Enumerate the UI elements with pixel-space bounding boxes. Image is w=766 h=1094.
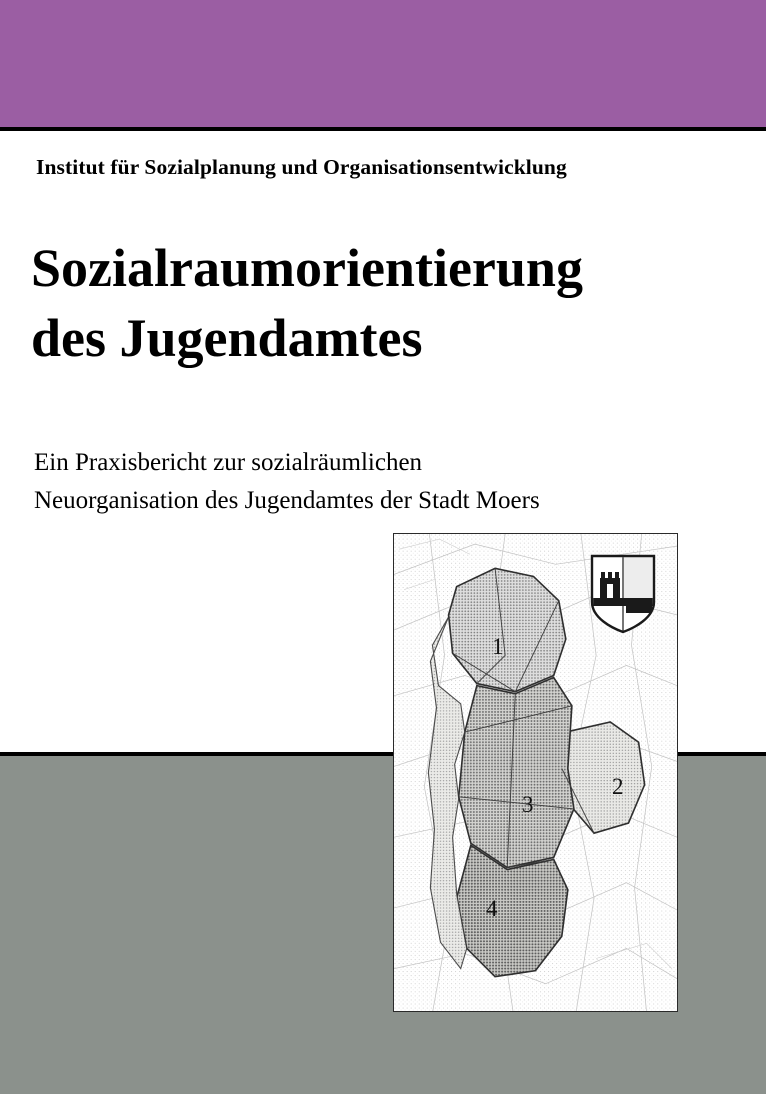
district-number-1: 1 xyxy=(492,634,504,659)
page-subtitle xyxy=(34,444,746,520)
district-number-3: 3 xyxy=(522,792,534,817)
cover-map-image xyxy=(393,533,678,1012)
page-title xyxy=(31,233,743,373)
district-number-4: 4 xyxy=(486,896,498,921)
top-divider-rule xyxy=(0,127,766,131)
district-number-2: 2 xyxy=(612,774,624,799)
subtitle-line-2: Neuorganisation des Jugendamtes der Stadt Moers xyxy=(34,487,540,514)
subtitle-line-1: Ein Praxisbericht zur sozialräumlichen xyxy=(34,449,423,476)
top-color-band xyxy=(0,0,766,127)
title-line-2: des Jugendamtes xyxy=(31,308,423,369)
title-line-1: Sozialraumorientierung xyxy=(31,238,583,298)
publisher-institute: Institut für Sozialplanung und Organisationsentwicklung xyxy=(36,155,567,179)
moers-coat-of-arms-icon xyxy=(590,554,656,634)
